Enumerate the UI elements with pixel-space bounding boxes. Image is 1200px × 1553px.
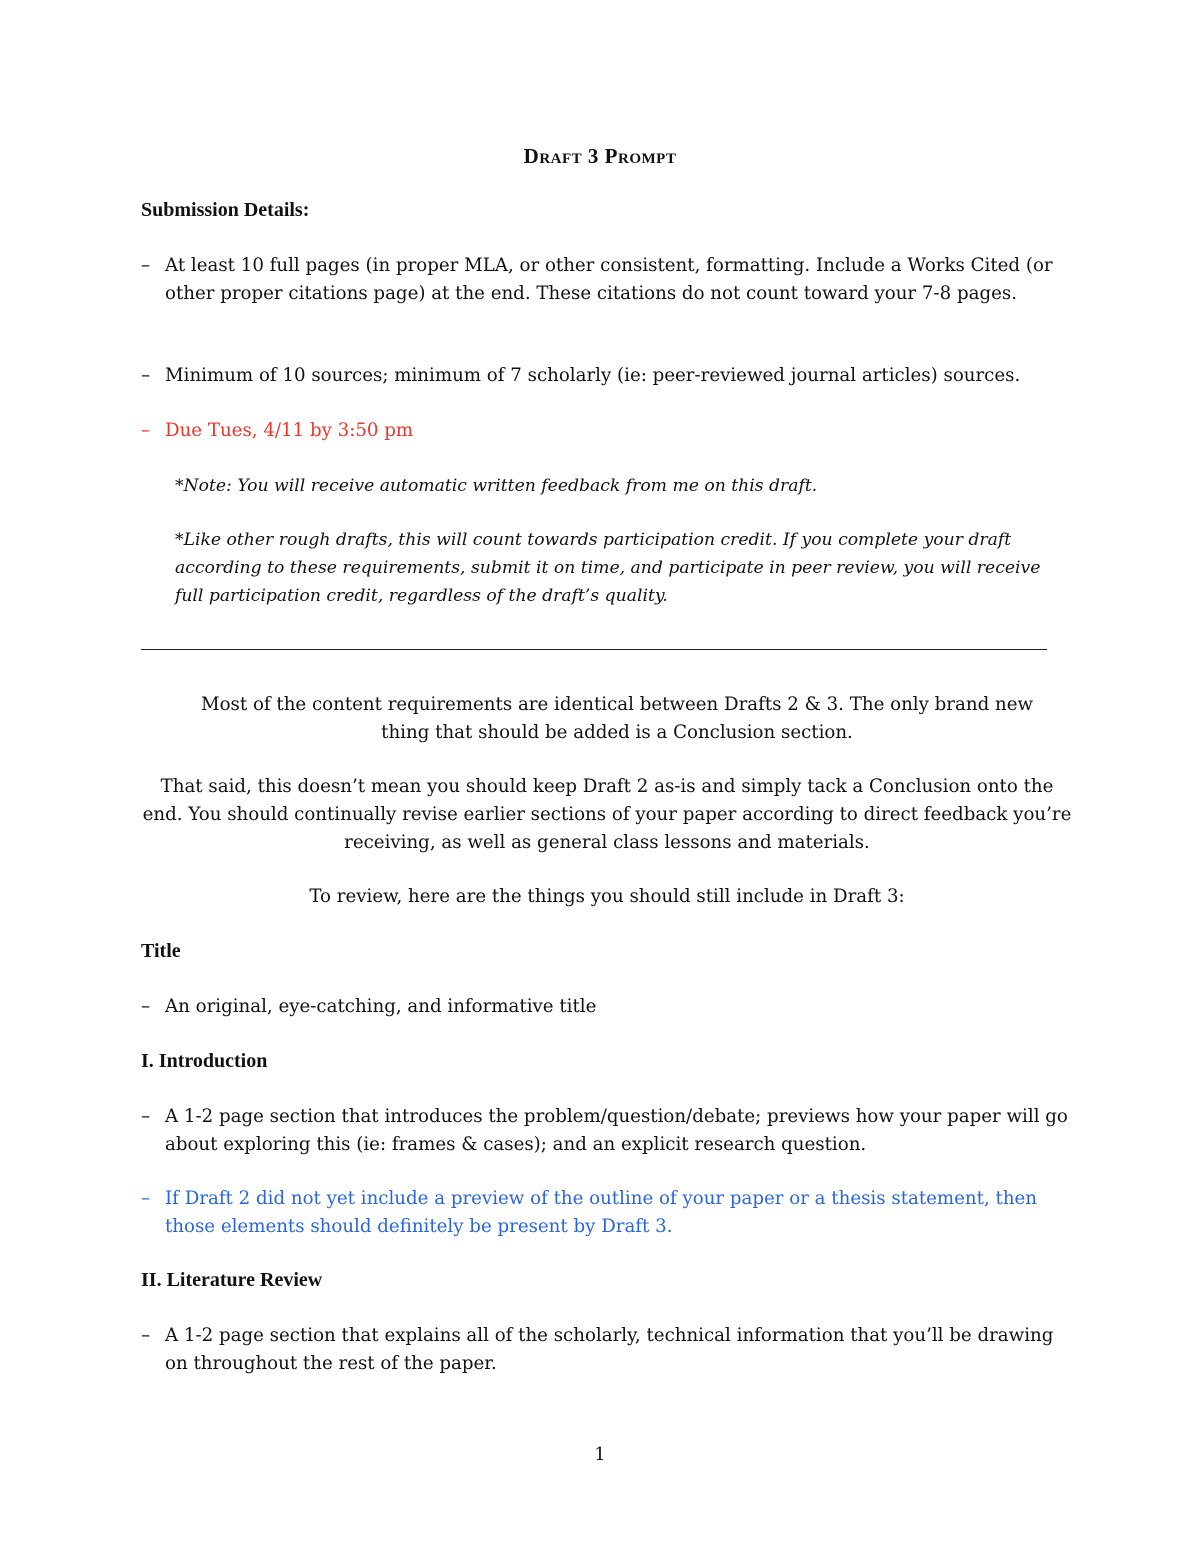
intro-paragraph: To review, here are the things you should still include in Draft 3:: [309, 886, 905, 907]
list-item-text: At least 10 full pages (in proper MLA, or other consistent, formatting. Include a Works Cited (or other proper citations page) at the end. These citations do not count toward your 7-8 pages.: [165, 255, 1053, 304]
intro-paragraph: That said, this doesn’t mean you should keep Draft 2 as-is and simply tack a Conclusion onto the end. You should continually revise earlier sections of your paper according to direct feedback you’re receiving, as well as general class lessons and materials.: [142, 776, 1072, 853]
list-item: [141, 362, 1071, 390]
list-item-highlight: [141, 1185, 1071, 1241]
list-item-text: A 1-2 page section that explains all of the scholarly, technical information that you’ll be drawing on throughout the rest of the paper.: [165, 1325, 1054, 1374]
bullet-dash: –: [141, 255, 151, 276]
list-item-text: An original, eye-catching, and informative title: [165, 996, 597, 1017]
section-divider: [141, 649, 1047, 650]
bullet-dash: –: [141, 365, 151, 386]
bullet-dash: –: [141, 1188, 151, 1209]
due-date-item: [141, 417, 1071, 445]
list-item: [141, 993, 1071, 1021]
section-heading-introduction: I. Introduction: [141, 1050, 268, 1072]
bullet-dash: –: [141, 1106, 151, 1127]
document-title: Draft 3 Prompt: [523, 144, 677, 168]
list-item: [141, 1103, 1071, 1159]
list-item: [141, 1322, 1071, 1378]
bullet-dash: –: [141, 420, 151, 441]
bullet-dash: –: [141, 1325, 151, 1346]
page-number: 1: [594, 1444, 606, 1465]
bullet-dash: –: [141, 996, 151, 1017]
intro-paragraph: Most of the content requirements are identical between Drafts 2 & 3. The only brand new thing that should be added is a Conclusion section.: [200, 694, 1034, 743]
feedback-note: *Note: You will receive automatic written feedback from me on this draft.: [175, 476, 818, 496]
list-item-text: If Draft 2 did not yet include a preview of the outline of your paper or a thesis statement, then those elements should definitely be present by Draft 3.: [165, 1188, 1038, 1237]
section-heading-literature-review: II. Literature Review: [141, 1269, 323, 1291]
submission-details-heading: Submission Details:: [141, 199, 310, 221]
list-item-text: A 1-2 page section that introduces the problem/question/debate; previews how your paper will go about exploring this (ie: frames & cases); and an explicit research question.: [165, 1106, 1068, 1155]
due-date-text: Due Tues, 4/11 by 3:50 pm: [165, 420, 414, 441]
list-item: [141, 252, 1071, 308]
list-item-text: Minimum of 10 sources; minimum of 7 scholarly (ie: peer-reviewed journal articles) sources.: [165, 365, 1021, 386]
section-heading-title: Title: [141, 940, 181, 962]
participation-note: *Like other rough drafts, this will count towards participation credit. If you complete your draft according to these requirements, submit it on time, and participate in peer review, you will receive full participation credit, regardless of the draft’s quality.: [175, 530, 1041, 606]
